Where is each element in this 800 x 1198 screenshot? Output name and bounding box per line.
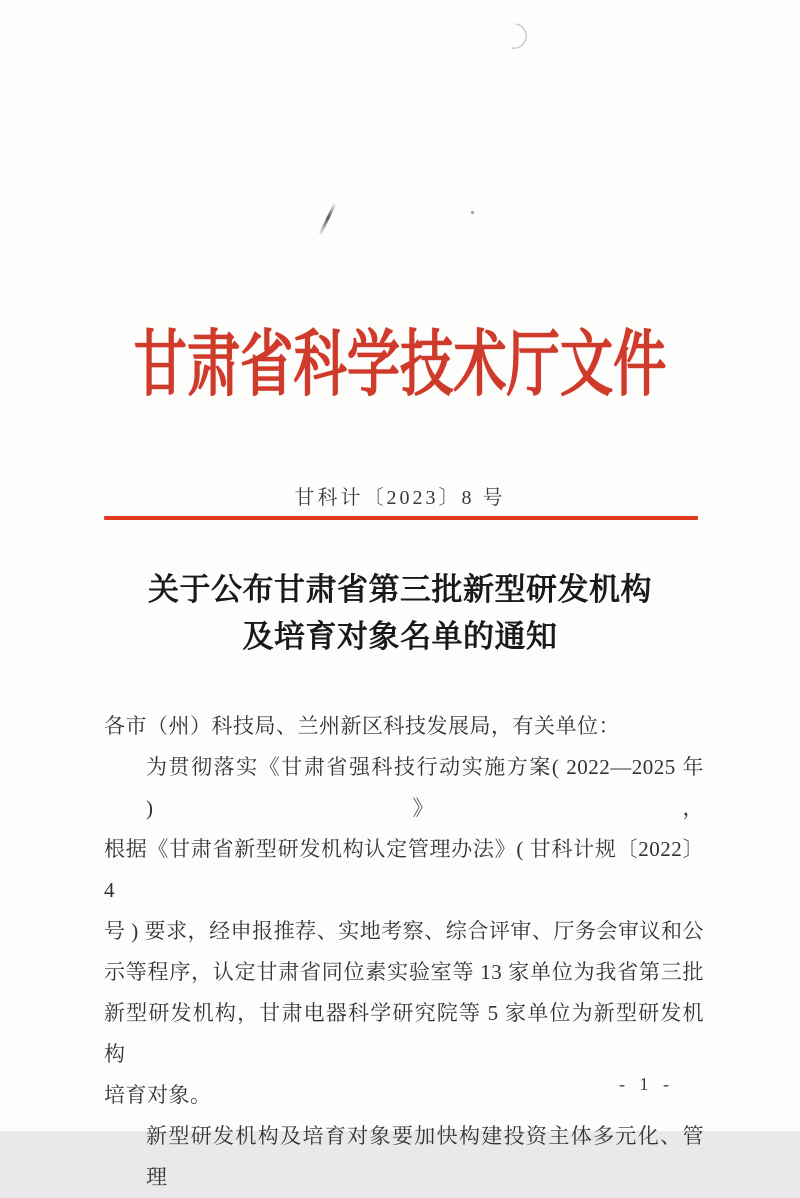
- scan-streak-artifact: [319, 203, 337, 235]
- notice-title: [0, 566, 800, 660]
- scan-speck-artifact: [471, 211, 474, 214]
- letterhead-agency-title-text: 甘肃省科学技术厅文件: [133, 325, 667, 405]
- notice-title-line2: 及培育对象名单的通知: [242, 619, 558, 654]
- body-line: 新型研发机构及培育对象要加快构建投资主体多元化、管理: [146, 1124, 704, 1189]
- notice-title-line1: 关于公布甘肃省第三批新型研发机构: [148, 572, 652, 607]
- body-line: 培育对象。: [104, 1083, 212, 1107]
- body-line-salutation: 各市（州）科技局、兰州新区科技发展局，有关单位：: [104, 714, 620, 738]
- body-line: 新型研发机构，甘肃电器科学研究院等 5 家单位为新型研发机构: [104, 1001, 704, 1066]
- body-line: 根据《甘肃省新型研发机构认定管理办法》( 甘科计规〔2022〕4: [104, 837, 704, 902]
- document-number: 甘科计〔2023〕8 号: [294, 487, 506, 509]
- page-number: - 1 -: [619, 1074, 674, 1094]
- body-line: 为贯彻落实《甘肃省强科技行动实施方案( 2022—2025 年 )》，: [146, 755, 704, 820]
- scan-curve-artifact: [502, 20, 536, 57]
- letterhead-red-rule: [104, 516, 698, 520]
- body-text: [104, 706, 704, 1198]
- body-line: 号 ) 要求，经申报推荐、实地考察、综合评审、厅务会审议和公: [104, 919, 704, 943]
- body-line: 示等程序，认定甘肃省同位素实验室等 13 家单位为我省第三批: [104, 960, 704, 984]
- letterhead-agency-title: [0, 322, 800, 408]
